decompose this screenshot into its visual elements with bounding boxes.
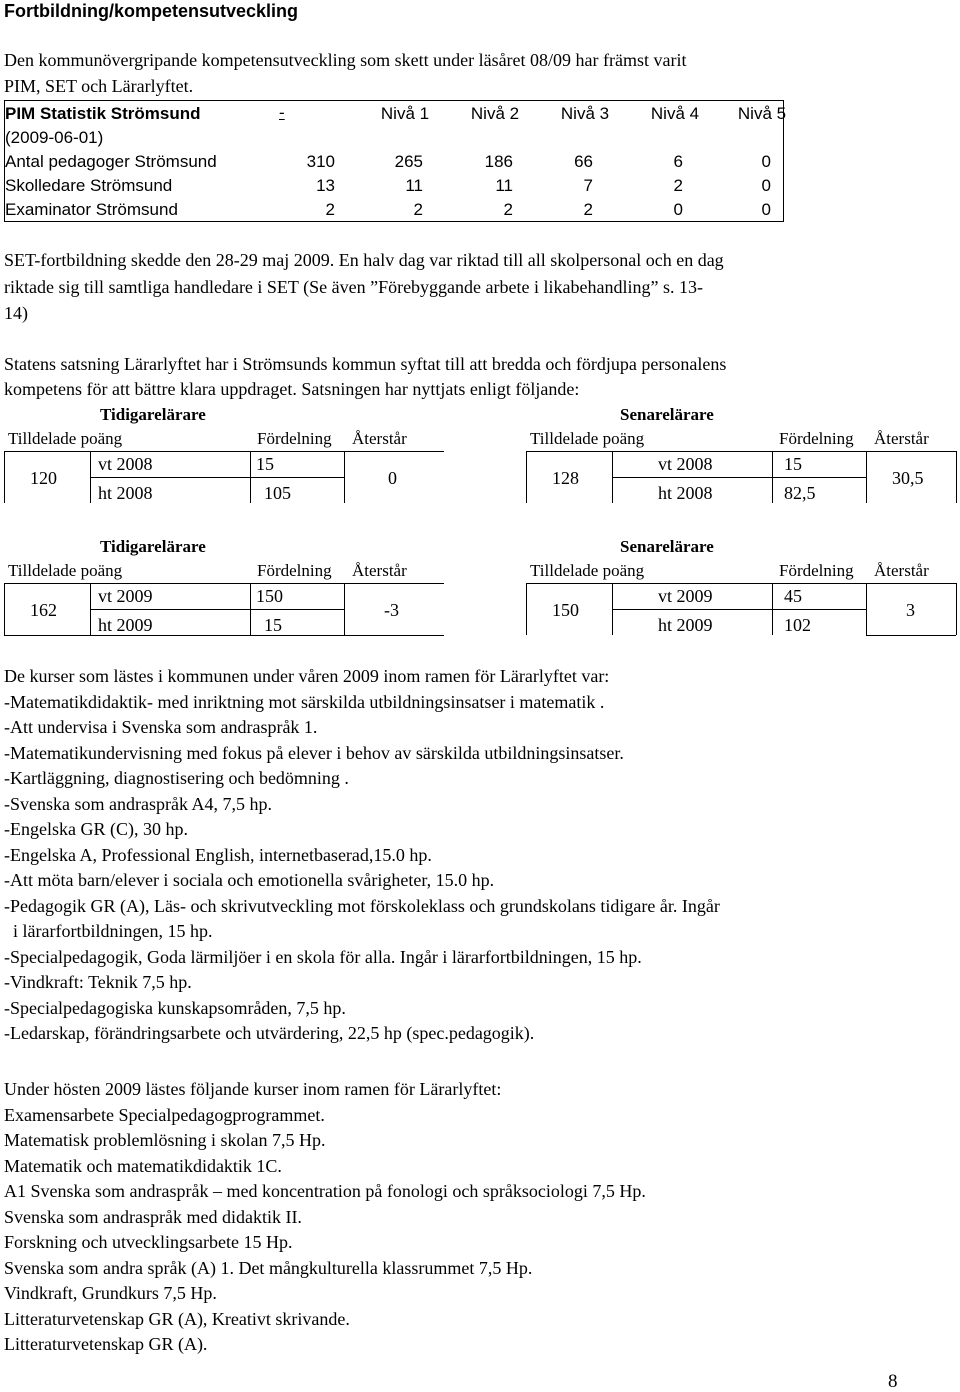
tilldelade-value: 162 xyxy=(30,600,57,620)
col-tilldelade: Tilldelade poäng xyxy=(530,561,645,580)
list-item: -Specialpedagogik, Goda lärmiljöer i en skola för alla. Ingår i lärarfortbildningen, 15 hp. xyxy=(4,946,642,967)
points-table-senare-2008 xyxy=(526,405,958,505)
pim-cell: 310 xyxy=(306,152,335,171)
pim-col-niva-4: Nivå 4 xyxy=(650,104,700,123)
term-value: 102 xyxy=(784,615,811,635)
points-table-tidigare-2008 xyxy=(4,405,444,505)
pim-col-niva-2: Nivå 2 xyxy=(470,104,520,123)
list-item: -Att möta barn/elever i sociala och emotionella svårigheter, 15.0 hp. xyxy=(4,870,495,890)
term-value: 105 xyxy=(264,483,291,503)
pim-cell: 2 xyxy=(503,200,513,219)
lararlyft-para-line-2: kompetens för att bättre klara uppdraget. Satsningen har nyttjats enligt följande: xyxy=(4,379,580,399)
term-value: 150 xyxy=(256,586,283,606)
term-label: vt 2009 xyxy=(98,586,153,606)
tilldelade-value: 120 xyxy=(30,468,57,488)
points-table-tidigare-2009 xyxy=(4,537,444,637)
spring-courses-list xyxy=(4,664,720,1047)
list-item: Matematik och matematikdidaktik 1C. xyxy=(4,1155,282,1176)
pim-col-niva-1: Nivå 1 xyxy=(380,104,430,123)
col-fordelning: Fördelning xyxy=(779,429,854,448)
list-item: -Kartläggning, diagnostisering och bedömning . xyxy=(4,768,349,788)
col-fordelning: Fördelning xyxy=(779,561,854,580)
term-label: vt 2009 xyxy=(658,586,713,606)
pim-table-title: PIM Statistik Strömsund xyxy=(5,104,201,123)
list-item: -Ledarskap, förändringsarbete och utvärdering, 22,5 hp (spec.pedagogik). xyxy=(4,1023,535,1043)
autumn-courses-intro: Under hösten 2009 lästes följande kurser inom ramen för Lärarlyftet: xyxy=(4,1079,502,1099)
term-label: vt 2008 xyxy=(658,454,713,474)
term-label: ht 2008 xyxy=(98,483,153,503)
page-number: 8 xyxy=(888,1371,898,1392)
list-item: Vindkraft, Grundkurs 7,5 Hp. xyxy=(4,1283,217,1303)
col-tilldelade: Tilldelade poäng xyxy=(530,429,645,448)
pim-cell: 7 xyxy=(583,176,593,195)
pim-col-niva-5: Nivå 5 xyxy=(737,104,787,123)
set-para-line-3: 14) xyxy=(4,303,28,323)
list-item: Examensarbete Specialpedagogprogrammet. xyxy=(4,1104,325,1125)
set-para-line-1: SET-fortbildning skedde den 28-29 maj 2009. En halv dag var riktad till all skolpersonal och en dag xyxy=(4,250,724,270)
list-item: Svenska som andraspråk med didaktik II. xyxy=(4,1206,302,1227)
pim-col-niva-3: Nivå 3 xyxy=(560,104,610,123)
pim-table-date: (2009-06-01) xyxy=(5,128,104,147)
aterstar-value: 30,5 xyxy=(892,468,924,488)
list-item: A1 Svenska som andraspråk – med koncentration på fonologi och språksociologi 7,5 Hp. xyxy=(4,1181,646,1201)
col-aterstar: Återstår xyxy=(352,429,407,448)
group-label: Senarelärare xyxy=(620,405,714,424)
pim-cell: 13 xyxy=(316,176,335,195)
col-fordelning: Fördelning xyxy=(257,429,332,448)
group-label: Tidigarelärare xyxy=(100,405,206,424)
list-item: -Att undervisa i Svenska som andraspråk 1. xyxy=(4,717,318,737)
term-value: 45 xyxy=(784,586,802,606)
pim-cell: 2 xyxy=(673,176,683,195)
points-table-senare-2009 xyxy=(526,537,958,637)
term-value: 15 xyxy=(256,454,274,474)
term-value: 15 xyxy=(784,454,802,474)
pim-cell: 11 xyxy=(495,176,513,195)
list-item: -Engelska GR (C), 30 hp. xyxy=(4,819,188,839)
list-item: Litteraturvetenskap GR (A), Kreativt skrivande. xyxy=(4,1308,350,1329)
pim-cell: 6 xyxy=(673,152,683,171)
list-item: -Pedagogik GR (A), Läs- och skrivutveckling mot förskoleklass och grundskolans tidigare år. Ingår xyxy=(4,895,720,916)
group-label: Tidigarelärare xyxy=(100,537,206,556)
pim-row-label: Examinator Strömsund xyxy=(5,200,178,219)
col-aterstar: Återstår xyxy=(874,561,929,580)
list-item: -Vindkraft: Teknik 7,5 hp. xyxy=(4,972,192,992)
list-item: -Specialpedagogiska kunskapsområden, 7,5 hp. xyxy=(4,997,346,1018)
autumn-courses-list xyxy=(4,1077,646,1358)
term-label: ht 2008 xyxy=(658,483,713,503)
list-item: -Engelska A, Professional English, internetbaserad,15.0 hp. xyxy=(4,844,432,865)
pim-cell: 265 xyxy=(394,152,423,171)
pim-row-label: Antal pedagoger Strömsund xyxy=(5,152,217,171)
pim-row-label: Skolledare Strömsund xyxy=(5,176,173,195)
pim-cell: 2 xyxy=(325,200,335,219)
term-label: ht 2009 xyxy=(658,615,713,635)
term-label: ht 2009 xyxy=(98,615,153,635)
group-label: Senarelärare xyxy=(620,537,714,556)
pim-cell: 11 xyxy=(405,176,423,195)
term-value: 15 xyxy=(264,615,282,635)
list-item: i lärarfortbildningen, 15 hp. xyxy=(4,921,213,941)
tilldelade-value: 128 xyxy=(552,468,579,488)
col-aterstar: Återstår xyxy=(352,561,407,580)
col-tilldelade: Tilldelade poäng xyxy=(8,429,123,448)
col-tilldelade: Tilldelade poäng xyxy=(8,561,123,580)
pim-cell: 0 xyxy=(673,200,683,219)
aterstar-value: -3 xyxy=(384,600,399,620)
col-fordelning: Fördelning xyxy=(257,561,332,580)
lararlyft-para-line-1: Statens satsning Lärarlyftet har i Strömsunds kommun syftat till att bredda och fördjupa personalens xyxy=(4,354,727,374)
spring-courses-intro: De kurser som lästes i kommunen under våren 2009 inom ramen för Lärarlyftet var: xyxy=(4,666,610,686)
list-item: Svenska som andra språk (A) 1. Det mångkulturella klassrummet 7,5 Hp. xyxy=(4,1257,533,1278)
pim-table-dash: - xyxy=(279,103,285,122)
aterstar-value: 3 xyxy=(906,600,915,620)
term-value: 82,5 xyxy=(784,483,816,503)
pim-cell: 2 xyxy=(413,200,423,219)
pim-cell: 186 xyxy=(484,152,513,171)
pim-statistics-table xyxy=(4,100,787,222)
list-item: Litteraturvetenskap GR (A). xyxy=(4,1334,208,1354)
term-label: vt 2008 xyxy=(98,454,153,474)
pim-cell: 2 xyxy=(583,200,593,219)
intro-line-1: Den kommunövergripande kompetensutveckling som skett under läsåret 08/09 har främst varit xyxy=(4,50,687,70)
aterstar-value: 0 xyxy=(388,468,397,488)
list-item: Forskning och utvecklingsarbete 15 Hp. xyxy=(4,1232,293,1252)
list-item: Matematisk problemlösning i skolan 7,5 Hp. xyxy=(4,1130,326,1150)
pim-cell: 0 xyxy=(761,152,771,171)
tilldelade-value: 150 xyxy=(552,600,579,620)
set-para-line-2: riktade sig till samtliga handledare i SET (Se även ”Förebyggande arbete i likabehandling” s. 13- xyxy=(4,277,703,297)
pim-cell: 0 xyxy=(761,200,771,219)
section-heading: Fortbildning/kompetensutveckling xyxy=(4,1,299,21)
pim-cell: 66 xyxy=(574,152,593,171)
list-item: -Matematikdidaktik- med inriktning mot särskilda utbildningsinsatser i matematik . xyxy=(4,691,605,712)
intro-line-2: PIM, SET och Lärarlyftet. xyxy=(4,76,194,96)
list-item: -Svenska som andraspråk A4, 7,5 hp. xyxy=(4,793,272,814)
col-aterstar: Återstår xyxy=(874,429,929,448)
list-item: -Matematikundervisning med fokus på elever i behov av särskilda utbildningsinsatser. xyxy=(4,742,624,763)
pim-cell: 0 xyxy=(761,176,771,195)
